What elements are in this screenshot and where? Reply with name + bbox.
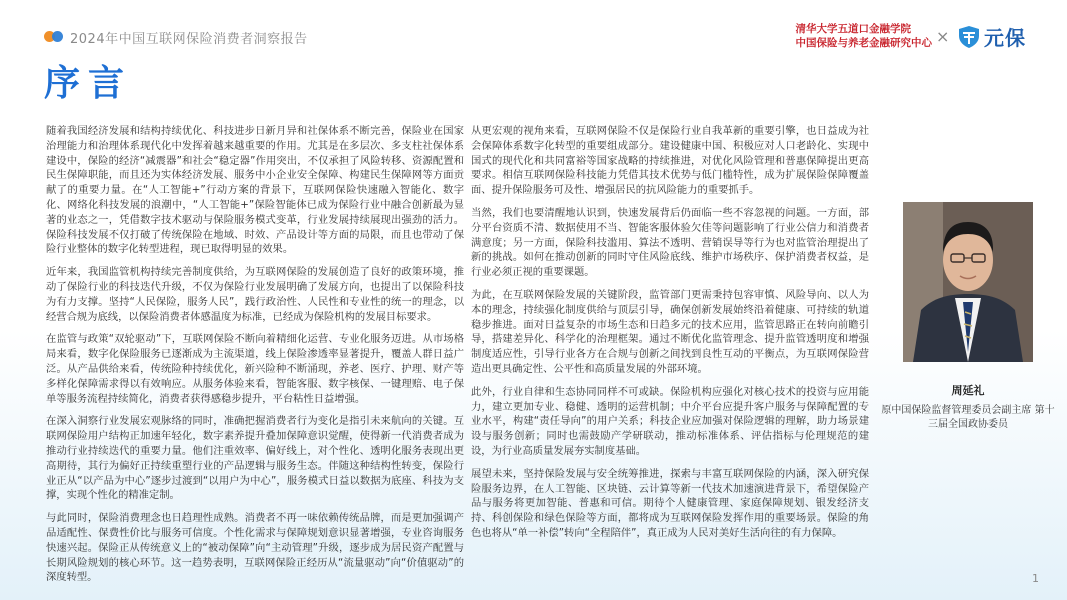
- preface-paragraph: 从更宏观的视角来看，互联网保险不仅是保险行业自我革新的重要引擎，也日益成为社会保障体系数字化转型的重要组成部分。建设健康中国、积极应对人口老龄化、实现中国式的现代化和共同富裕等国家战略的持续推进，对优化风险管理和普惠保障提出更高要求。相信互联网保险科技能力凭借其技术优势与低门槛特性，成为扩展保险保障覆盖面、提升保险服务可及性、增强居民的抗风险能力的重要抓手。: [471, 125, 869, 197]
- page-number: 1: [1032, 572, 1039, 585]
- preface-left-column: [46, 124, 464, 593]
- brand-logo: [957, 22, 1026, 51]
- partner-institution: [796, 22, 933, 50]
- preface-paragraph: 在深入洞察行业发展宏观脉络的同时，准确把握消费者行为变化是指引未来航向的关键。互联网保险用户结构正加速年轻化，数字素养提升叠加保障意识觉醒，使得新一代消费者成为推动行业持续迭代的重要力量。他们注重效率、偏好线上，对个性化、透明化服务表现出更高期待，其行为偏好正持续重塑行业的产品逻辑与服务生态。伴随这种结构性转变，保险行业正从“以产品为中心”逐步过渡到“以用户为中心”，服务模式日益以数据为底座、科技为支撑，实现个性化的精准定制。: [46, 415, 464, 502]
- preface-paragraph: 此外，行业自律和生态协同同样不可或缺。保险机构应强化对核心技术的投资与应用能力，建立更加专业、稳健、透明的运营机制；中介平台应提升客户服务与保障配置的专业水平，构建“责任导向”的用户关系；科技企业应加强对保险逻辑的理解，助力场景建设与服务创新；同时也需鼓励产学研联动，推动标准体系、评估指标与伦理规范的建设，为行业高质量发展夯实制度基础。: [471, 385, 869, 457]
- author-name: 周延礼: [951, 384, 985, 397]
- preface-middle-column: [471, 124, 869, 549]
- preface-paragraph: 与此同时，保险消费理念也日趋理性成熟。消费者不再一味依赖传统品牌，而是更加强调产品适配性、保费性价比与服务可信度。个性化需求与保障规划意识显著增强，专业咨询服务快速兴起。保险正从传统意义上的“被动保障”向“主动管理”升级，逐步成为居民资产配置与长期风险规划的核心环节。这一趋势表明，互联网保险正经历从“流量驱动”向“价值驱动”的深度转型。: [46, 512, 464, 584]
- preface-paragraph: 当然，我们也要清醒地认识到，快速发展背后仍面临一些不容忽视的问题。一方面，部分平台资质不清、数据使用不当、智能客服体验欠佳等问题影响了行业公信力和消费者满意度；另一方面，保险科技滥用、算法不透明、营销误导等行为也对监管治理提出了新的挑战。如何在推动创新的同时守住风险底线、维护市场秩序、保护消费者权益，是行业必须正视的重要课题。: [471, 206, 869, 279]
- partner-line-2: 中国保险与养老金融研究中心: [795, 37, 932, 49]
- author-portrait-illustration: [903, 202, 1033, 362]
- page-heading: 序言: [44, 63, 133, 104]
- partner-line-1: 清华大学五道口金融学院: [795, 23, 911, 35]
- author-portrait: [903, 202, 1033, 362]
- preface-paragraph: 随着我国经济发展和结构持续优化、科技进步日新月异和社保体系不断完善，保险业在国家治理能力和治理体系现代化中发挥着越来越重要的作用。尤其是在多层次、多支柱社保体系建设中，保险的经济“减震器”和社会“稳定器”作用突出，不仅承担了风险转移、资源配置和民生保障职能，而且还为实体经济发展、服务中小企业安全保障、构建民生保障网等方面贡献了的重要力量。在“人工智能+”行动方案的背景下，互联网保险快速融入智能化、数字化、网络化科技发展的浪潮中，“人工智能+”保险智能体已成为保险行业中融合创新最为显著的业态之一，凭借数字技术驱动与保险服务模式变革，行业发展持续展现出强劲的活力。保险科技发展不仅打破了传统保险在地域、时效、产品设计等方面的局限，而且也带动了保险行业整体的数字化转型进程，现已取得明显的效果。: [46, 125, 464, 256]
- preface-paragraph: 展望未来，坚持保险发展与安全统筹推进，探索与丰富互联网保险的内涵，深入研究保险服务边界，在人工智能、区块链、云计算等新一代技术加速演进背景下，希望保险产品与服务将更加智能、普惠和可信。期待个人健康管理、家庭保障规划、银发经济支持、科创保险和绿色保险等方面，都将成为互联网保险发挥作用的重要场景。保险的角色也将从“单一补偿”转向“全程陪伴”，真正成为人民对美好生活向往的有力保障。: [471, 467, 869, 539]
- yuanbao-shield-icon: [957, 25, 981, 49]
- brand-name: 元保: [984, 26, 1026, 50]
- collaboration-times: ×: [936, 27, 950, 46]
- preface-paragraph: 为此，在互联网保险发展的关键阶段，监管部门更需秉持包容审慎、风险导向、以人为本的理念，持续强化制度供给与顶层引导，确保创新发展始终沿着健康、可持续的轨道稳步推进。面对日益复杂的市场生态和日趋多元的技术应用，监管思路正在转向前瞻引导，搭建差异化、科学化的治理框架。通过不断优化监管理念、提升监管透明度和增强制度适应性，引导行业各方在合规与创新之间找到良性互动的平衡点，为互联网保险营造出更具确定性、公平性和高质量发展的外部环境。: [471, 288, 869, 375]
- report-title: 2024年中国互联网保险消费者洞察报告: [70, 32, 308, 47]
- preface-paragraph: 近年来，我国监管机构持续完善制度供给，为互联网保险的发展创造了良好的政策环境，推动了保险行业的科技迭代升级，不仅为保险行业发展明确了发展方向，也提出了以保险科技为有力支撑。坚持“人民保险，服务人民”，践行政治性、人民性和专业性的统一的理念，以经营合规为底线，以保险消费者体感温度为标准，已经成为保险机构的发展目标要求。: [46, 266, 464, 323]
- blue-dot-icon: [52, 31, 63, 42]
- author-title: 原中国保险监督管理委员会副主席 第十三届全国政协委员: [881, 405, 1055, 430]
- report-logo-dots: [44, 31, 66, 42]
- preface-paragraph: 在监管与政策“双轮驱动”下，互联网保险不断向着精细化运营、专业化服务迈进。从市场格局来看，数字化保险服务已逐渐成为主流渠道，线上保险渗透率显著提升，覆盖人群日益广泛。从产品供给来看，传统险种持续优化，新兴险种不断涌现，养老、医疗、护理、财产等多样化保障需求得以有效响应。从服务体验来看，智能客服、数字核保、一键理赔、电子保单等服务流程持续简化，消费者获得感稳步提升，平台粘性日益增强。: [46, 333, 464, 405]
